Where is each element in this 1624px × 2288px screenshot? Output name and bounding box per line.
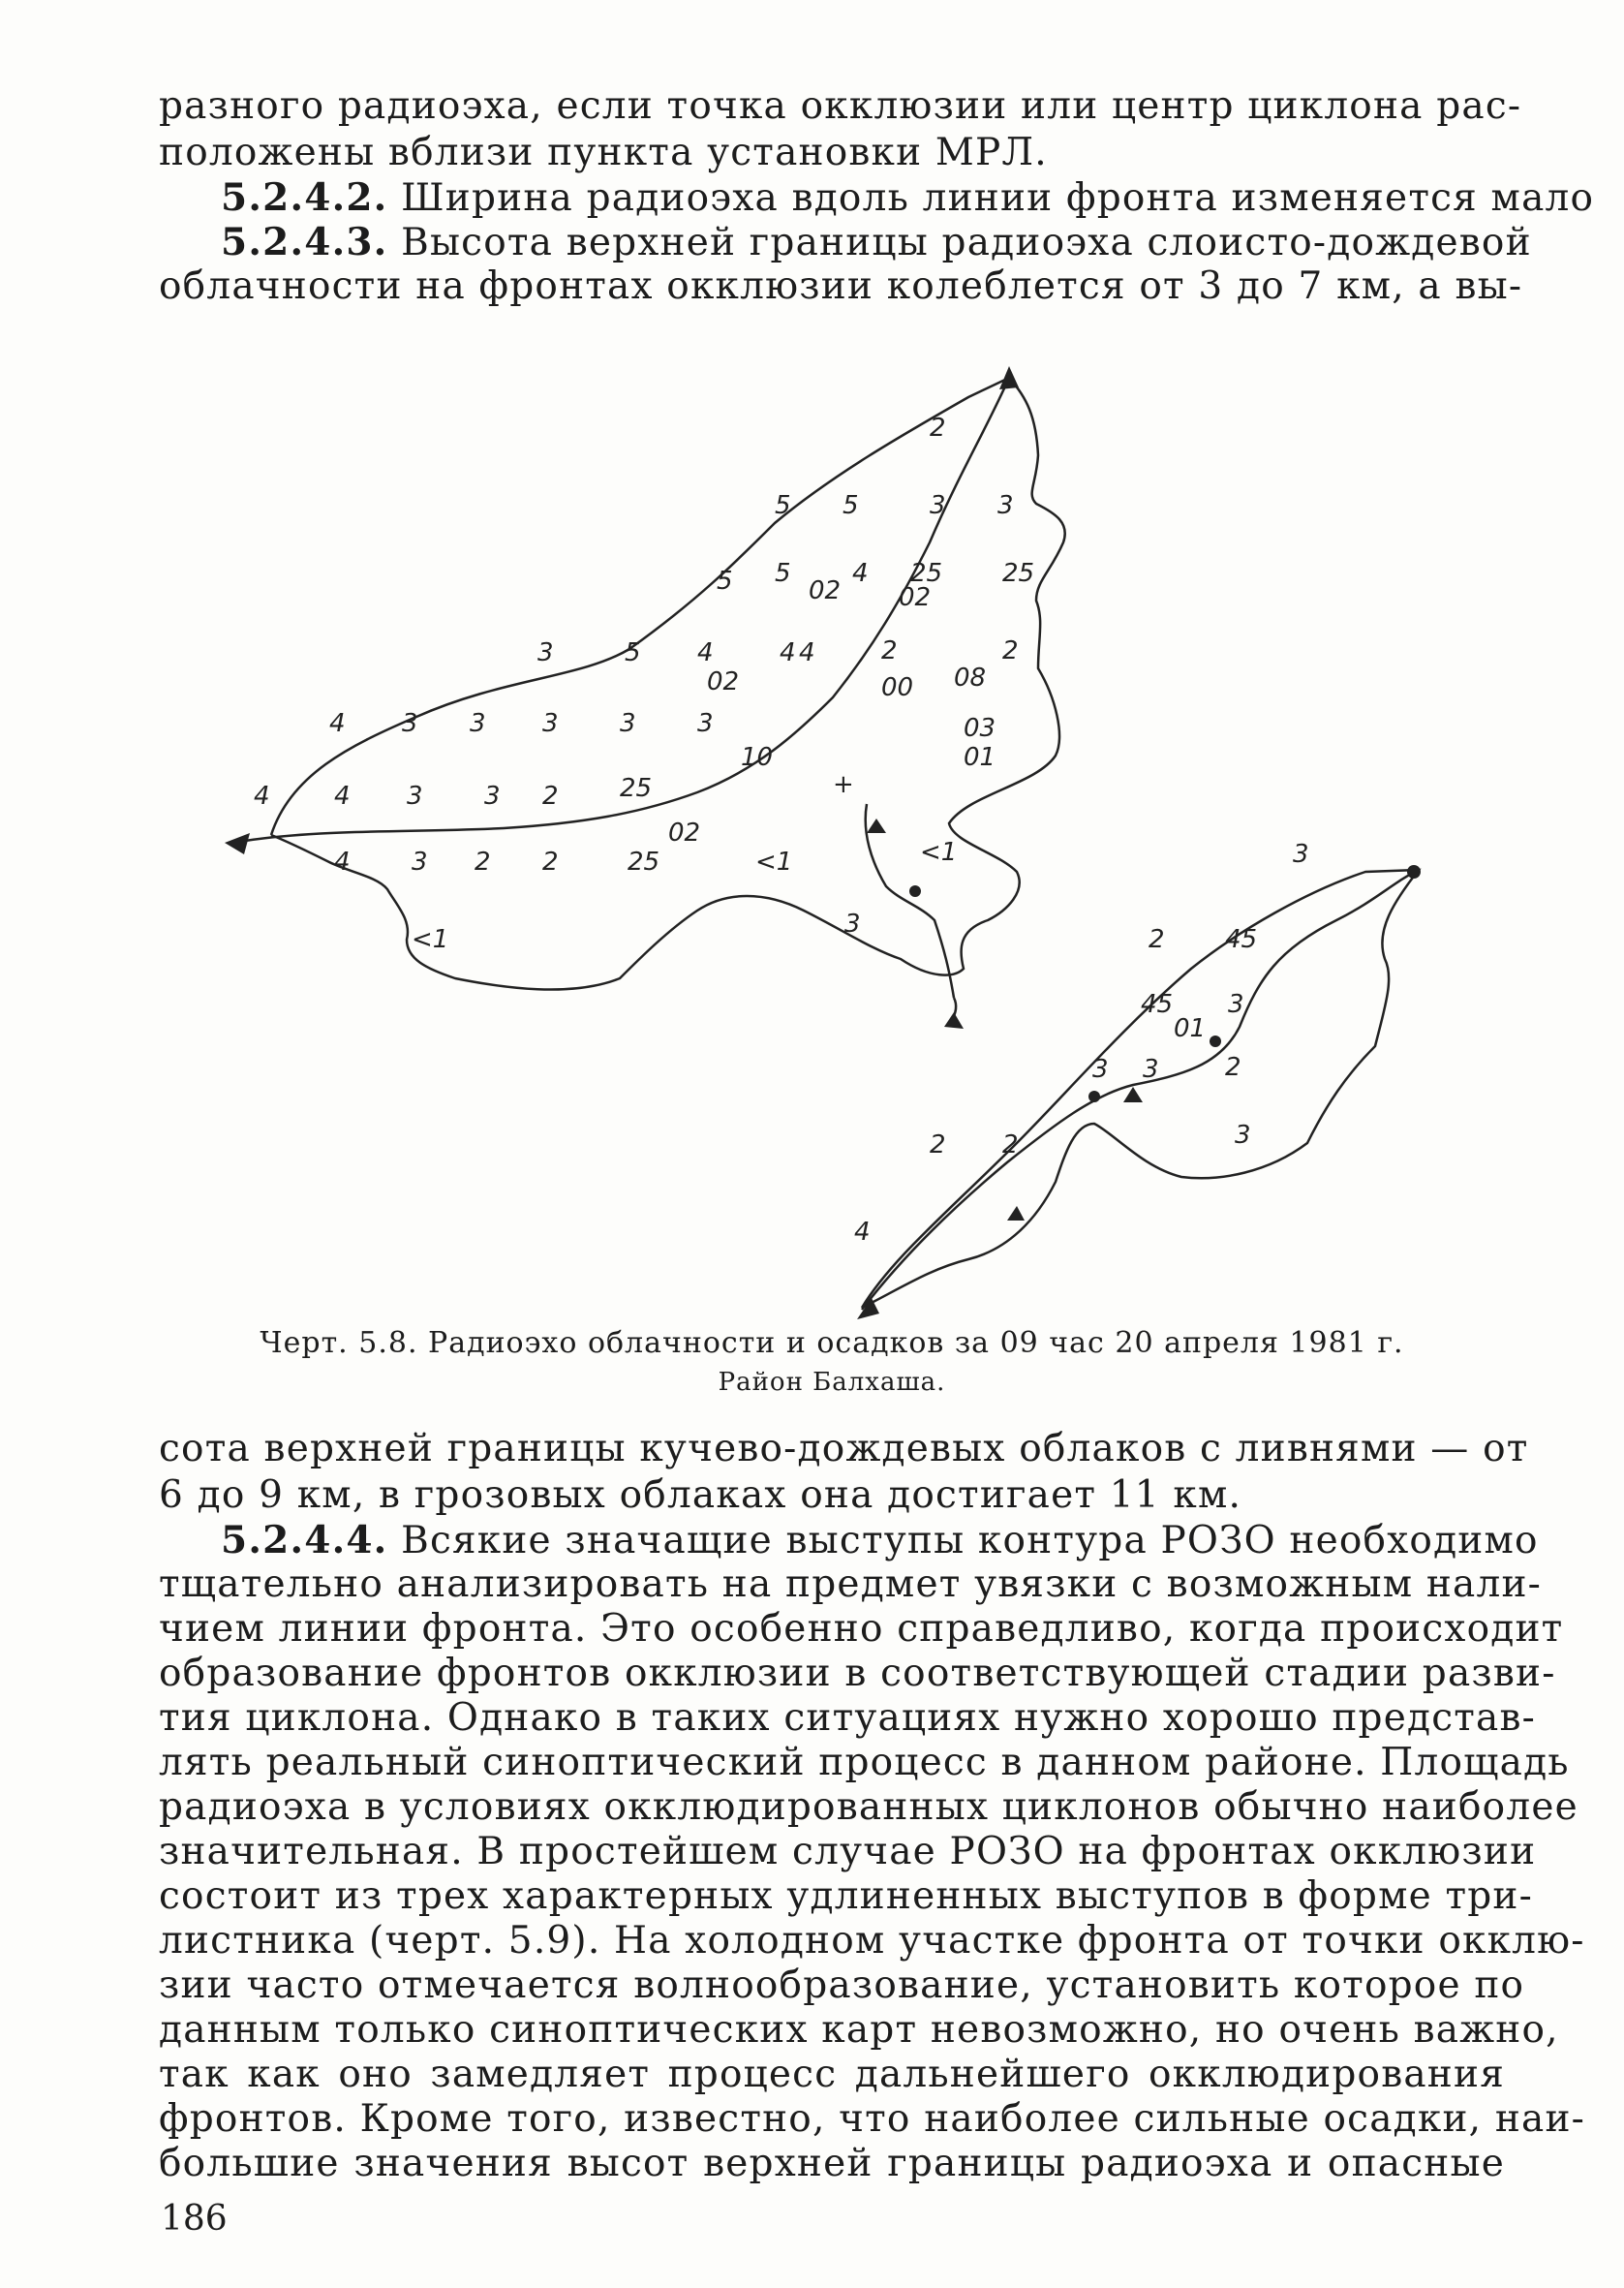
text-line: облачности на фронтах окклюзии колеблется от 3 до 7 км, а вы- bbox=[159, 264, 1523, 308]
front-marker bbox=[1007, 1206, 1025, 1221]
text-line: так как оно замедляет процесс дальнейшего окклюдирования bbox=[159, 2053, 1505, 2096]
figure-value-label: + bbox=[833, 770, 854, 799]
text-line: чием линии фронта. Это особенно справедливо, когда происходит bbox=[159, 1607, 1564, 1651]
arrow-head-left bbox=[225, 833, 250, 854]
figure-value-label: 4 bbox=[780, 638, 796, 667]
figure-value-label: <1 bbox=[755, 848, 793, 877]
figure-value-label: 3 bbox=[470, 709, 486, 738]
figure-caption: Черт. 5.8. Радиоэхо облачности и осадков за 09 час 20 апреля 1981 г. bbox=[260, 1326, 1404, 1360]
figure-value-label: 2 bbox=[475, 848, 491, 877]
text: Всякие значащие выступы контура РОЗО необходимо bbox=[401, 1519, 1539, 1562]
figure-value-label: <1 bbox=[412, 925, 449, 954]
figure-value-label: 25 bbox=[1002, 559, 1035, 588]
text: Ширина радиоэха вдоль линии фронта изменяется мало bbox=[401, 176, 1595, 220]
figure-value-label: 2 bbox=[1225, 1053, 1241, 1082]
front-marker bbox=[944, 1012, 964, 1029]
figure-value-label: 2 bbox=[1149, 925, 1165, 954]
text: Высота верхней границы радиоэха слоисто-дождевой bbox=[401, 221, 1532, 264]
text-line: образование фронтов окклюзии в соответствующей стадии разви- bbox=[159, 1652, 1556, 1695]
figure-value-label: 02 bbox=[668, 819, 701, 848]
figure-value-label: 3 bbox=[930, 491, 946, 520]
text-line: листника (черт. 5.9). На холодном участке фронта от точки окклю- bbox=[159, 1919, 1585, 1963]
figure-value-label: 3 bbox=[1092, 1055, 1109, 1084]
figure-value-label: 3 bbox=[1235, 1121, 1251, 1150]
page-number: 186 bbox=[161, 2199, 228, 2239]
text-line: лять реальный синоптический процесс в данном районе. Площадь bbox=[159, 1741, 1570, 1784]
section-number: 5.2.4.4. bbox=[221, 1518, 388, 1562]
figure-value-label: 5 bbox=[717, 567, 733, 596]
text-line: тия циклона. Однако в таких ситуациях нужно хорошо представ- bbox=[159, 1696, 1537, 1740]
front-marker bbox=[867, 819, 886, 833]
figure-value-label: 02 bbox=[809, 576, 842, 605]
front-marker bbox=[1088, 1091, 1100, 1102]
figure-value-label: 00 bbox=[881, 673, 914, 702]
front-marker bbox=[909, 885, 921, 897]
figure-value-label: 4 bbox=[254, 782, 270, 811]
figure-value-label: 4 bbox=[334, 848, 351, 877]
figure-value-label: 3 bbox=[844, 910, 861, 939]
figure-value-label: 2 bbox=[1002, 636, 1019, 665]
text-line: положены вблизи пункта установки МРЛ. bbox=[159, 131, 1048, 174]
figure-value-label: <1 bbox=[920, 838, 958, 867]
figure-value-label: 2 bbox=[881, 636, 898, 665]
figure-value-label: 03 bbox=[964, 714, 996, 743]
figure-subcaption: Район Балхаша. bbox=[718, 1368, 946, 1397]
figure-value-label: 45 bbox=[1141, 990, 1174, 1019]
paragraph-5-2-4-4 bbox=[221, 1517, 1539, 1564]
arrow-head-top bbox=[999, 366, 1019, 389]
text-line: зии часто отмечается волнообразование, установить которое по bbox=[159, 1963, 1525, 2007]
text-line: фронтов. Кроме того, известно, что наиболее сильные осадки, наи- bbox=[159, 2097, 1586, 2141]
figure-value-label: 5 bbox=[775, 491, 791, 520]
text-line: значительная. В простейшем случае РОЗО на фронтах окклюзии bbox=[159, 1830, 1537, 1873]
figure-value-label: 2 bbox=[542, 848, 559, 877]
front-marker bbox=[1210, 1036, 1221, 1047]
figure-value-label: 4 bbox=[799, 638, 815, 667]
text-line: тщательно анализировать на предмет увязки с возможным нали- bbox=[159, 1562, 1543, 1606]
figure-value-label: 02 bbox=[707, 667, 740, 696]
figure-value-label: 25 bbox=[910, 559, 943, 588]
text-line: большие значения высот верхней границы радиоэха и опасные bbox=[159, 2142, 1505, 2185]
figure-value-label: 3 bbox=[1143, 1055, 1159, 1084]
front-marker bbox=[1407, 865, 1421, 879]
figure-value-label: 25 bbox=[628, 848, 660, 877]
figure-value-label: 4 bbox=[852, 559, 869, 588]
text-line: радиоэха в условиях окклюдированных циклонов обычно наиболее bbox=[159, 1785, 1578, 1829]
figure-value-label: 3 bbox=[407, 782, 423, 811]
figure-value-label: 3 bbox=[412, 848, 428, 877]
figure-value-label: 4 bbox=[854, 1218, 871, 1247]
figure-value-label: 4 bbox=[697, 638, 714, 667]
figure-value-label: 2 bbox=[930, 1130, 946, 1159]
echo-contour-small bbox=[862, 870, 1419, 1308]
figure-value-label: 5 bbox=[625, 638, 641, 667]
figure-value-label: 3 bbox=[997, 491, 1014, 520]
text-line: 6 до 9 км, в грозовых облаках она достигает 11 км. bbox=[159, 1473, 1242, 1517]
figure-value-label: 3 bbox=[697, 709, 714, 738]
figure-value-label: 3 bbox=[484, 782, 501, 811]
figure-value-label: 3 bbox=[1228, 990, 1244, 1019]
figure-value-label: 3 bbox=[542, 709, 559, 738]
front-line-main bbox=[232, 378, 1009, 843]
figure-value-label: 01 bbox=[964, 743, 996, 772]
section-number: 5.2.4.3. bbox=[221, 220, 388, 264]
text-line: состоит из трех характерных удлиненных выступов в форме три- bbox=[159, 1874, 1534, 1918]
front-marker bbox=[1123, 1087, 1143, 1102]
text-line: разного радиоэха, если точка окклюзии или центр циклона рас- bbox=[159, 84, 1522, 128]
figure-value-label: 25 bbox=[620, 774, 653, 803]
figure-value-label: 3 bbox=[537, 638, 554, 667]
figure-value-label: 2 bbox=[1002, 1130, 1019, 1159]
figure-value-label: 5 bbox=[775, 559, 791, 588]
figure-value-label: 3 bbox=[1293, 840, 1309, 869]
text-line: сота верхней границы кучево-дождевых облаков с ливнями — от bbox=[159, 1427, 1529, 1470]
front-line-secondary bbox=[862, 870, 1419, 1310]
figure-value-label: 2 bbox=[930, 414, 946, 443]
section-number: 5.2.4.2. bbox=[221, 175, 388, 220]
echo-contour-large bbox=[271, 378, 1065, 990]
figure-value-label: 01 bbox=[1174, 1014, 1207, 1043]
figure-value-label: 45 bbox=[1225, 925, 1258, 954]
figure-value-label: 2 bbox=[542, 782, 559, 811]
figure-value-label: 3 bbox=[620, 709, 636, 738]
figure-value-label: 08 bbox=[954, 664, 987, 693]
figure-value-label: 02 bbox=[899, 583, 932, 612]
figure-value-label: 4 bbox=[334, 782, 351, 811]
figure-value-label: 10 bbox=[741, 743, 774, 772]
figure-value-label: 5 bbox=[843, 491, 859, 520]
figure-value-label: 3 bbox=[402, 709, 418, 738]
text-line: данным только синоптических карт невозможно, но очень важно, bbox=[159, 2008, 1559, 2052]
figure-value-label: 4 bbox=[329, 709, 346, 738]
